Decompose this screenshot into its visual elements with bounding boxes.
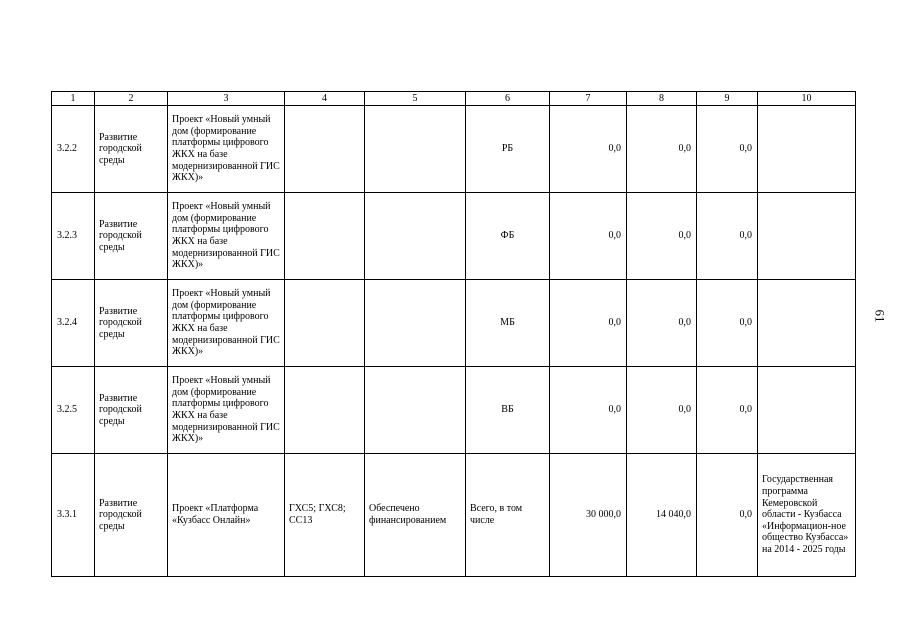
cell-col4: ГХС5; ГХС8; СС13: [285, 454, 365, 577]
table-row: [52, 106, 856, 193]
table-row: [52, 454, 856, 577]
cell-note: [758, 367, 856, 454]
cell-value-8: 14 040,0: [627, 454, 697, 577]
header-col-5: 5: [365, 92, 466, 106]
header-row: [52, 92, 856, 106]
table-row: [52, 367, 856, 454]
header-col-7: 7: [550, 92, 627, 106]
cell-id: 3.2.5: [52, 367, 95, 454]
cell-source: РБ: [466, 106, 550, 193]
header-col-4: 4: [285, 92, 365, 106]
cell-note: Государственная программа Кемеровской области - Кузбасса «Информацион-ное общество Кузбасса» на 2014 - 2025 годы: [758, 454, 856, 577]
header-col-2: 2: [95, 92, 168, 106]
cell-value-7: 30 000,0: [550, 454, 627, 577]
cell-col5: Обеспечено финансированием: [365, 454, 466, 577]
table-row: [52, 280, 856, 367]
cell-id: 3.2.2: [52, 106, 95, 193]
header-col-3: 3: [168, 92, 285, 106]
page-number: 61: [872, 309, 888, 323]
cell-value-7: 0,0: [550, 280, 627, 367]
cell-id: 3.2.4: [52, 280, 95, 367]
cell-value-9: 0,0: [697, 280, 758, 367]
cell-col4: [285, 193, 365, 280]
cell-source: ВБ: [466, 367, 550, 454]
cell-project: Проект «Новый умный дом (формирование платформы цифрового ЖКХ на базе модернизированной ГИС ЖКХ)»: [168, 280, 285, 367]
cell-note: [758, 280, 856, 367]
cell-value-7: 0,0: [550, 106, 627, 193]
cell-value-9: 0,0: [697, 367, 758, 454]
cell-value-8: 0,0: [627, 280, 697, 367]
cell-value-8: 0,0: [627, 367, 697, 454]
cell-value-8: 0,0: [627, 106, 697, 193]
cell-source: ФБ: [466, 193, 550, 280]
header-col-8: 8: [627, 92, 697, 106]
cell-col5: [365, 106, 466, 193]
cell-project: Проект «Платформа «Кузбасс Онлайн»: [168, 454, 285, 577]
cell-id: 3.3.1: [52, 454, 95, 577]
header-col-6: 6: [466, 92, 550, 106]
cell-id: 3.2.3: [52, 193, 95, 280]
cell-project: Проект «Новый умный дом (формирование платформы цифрового ЖКХ на базе модернизированной ГИС ЖКХ)»: [168, 193, 285, 280]
cell-col4: [285, 367, 365, 454]
cell-project: Проект «Новый умный дом (формирование платформы цифрового ЖКХ на базе модернизированной ГИС ЖКХ)»: [168, 106, 285, 193]
cell-source: Всего, в том числе: [466, 454, 550, 577]
cell-col5: [365, 193, 466, 280]
cell-col5: [365, 280, 466, 367]
cell-value-8: 0,0: [627, 193, 697, 280]
cell-source: МБ: [466, 280, 550, 367]
header-col-1: 1: [52, 92, 95, 106]
cell-col4: [285, 280, 365, 367]
cell-value-7: 0,0: [550, 193, 627, 280]
cell-direction: Развитие городской среды: [95, 193, 168, 280]
cell-project: Проект «Новый умный дом (формирование платформы цифрового ЖКХ на базе модернизированной ГИС ЖКХ)»: [168, 367, 285, 454]
cell-value-9: 0,0: [697, 454, 758, 577]
cell-note: [758, 193, 856, 280]
cell-value-9: 0,0: [697, 193, 758, 280]
financing-table: [51, 91, 856, 577]
cell-col4: [285, 106, 365, 193]
cell-value-7: 0,0: [550, 367, 627, 454]
cell-direction: Развитие городской среды: [95, 367, 168, 454]
cell-direction: Развитие городской среды: [95, 454, 168, 577]
cell-col5: [365, 367, 466, 454]
cell-note: [758, 106, 856, 193]
header-col-9: 9: [697, 92, 758, 106]
table-row: [52, 193, 856, 280]
cell-direction: Развитие городской среды: [95, 106, 168, 193]
cell-value-9: 0,0: [697, 106, 758, 193]
header-col-10: 10: [758, 92, 856, 106]
cell-direction: Развитие городской среды: [95, 280, 168, 367]
